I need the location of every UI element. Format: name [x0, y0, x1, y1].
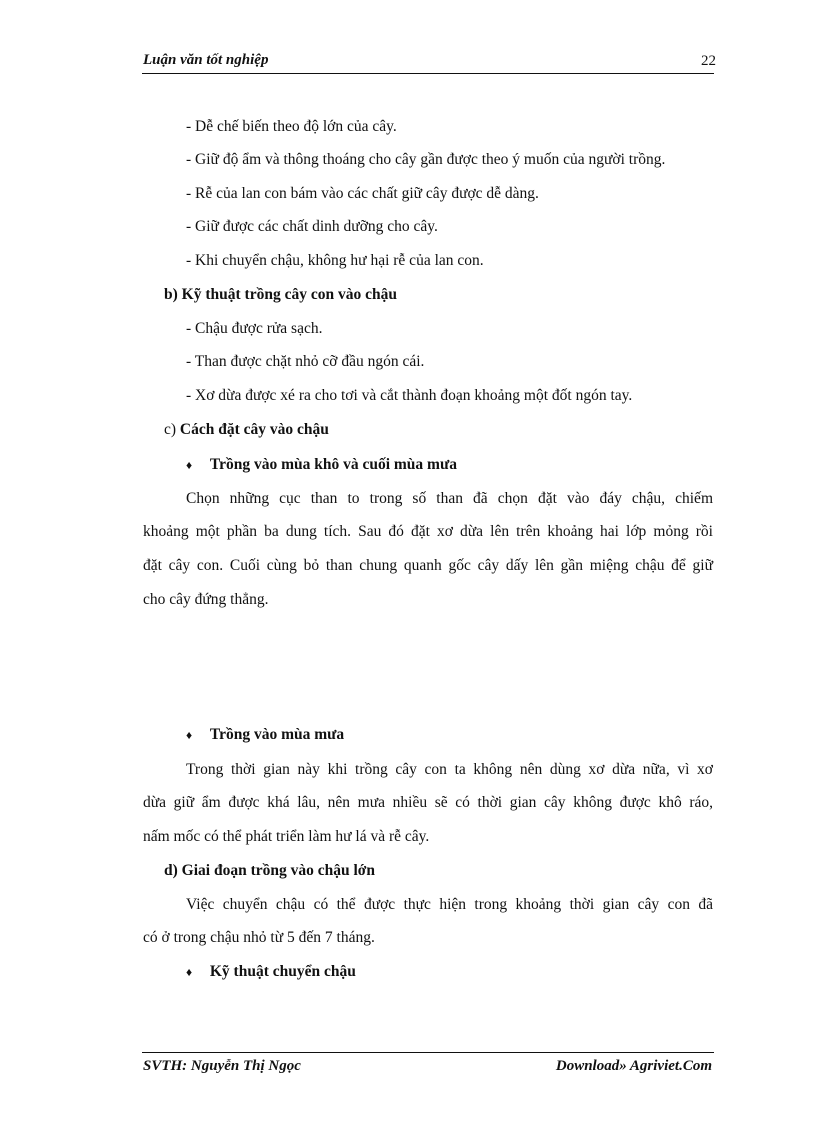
paragraph-line: Chọn những cục than to trong số than đã chọn đặt vào đáy chậu, chiếm: [186, 490, 713, 507]
section-b-heading: b) Kỹ thuật trồng cây con vào chậu: [164, 286, 397, 303]
section-c-prefix: c): [164, 421, 180, 438]
page-number: 22: [701, 53, 716, 69]
section-c-title: Cách đặt cây vào chậu: [179, 421, 329, 438]
bullet-heading: [186, 963, 356, 981]
paragraph-line: có ở trong chậu nhỏ từ 5 đến 7 tháng.: [143, 929, 375, 946]
list-item: - Giữ độ ẩm và thông thoáng cho cây gần được theo ý muốn của người trồng.: [186, 151, 666, 168]
paragraph-line: đặt cây con. Cuối cùng bỏ than chung quanh gốc cây dấy lên gần miệng chậu để giữ: [143, 557, 713, 574]
paragraph-line: dừa giữ ẩm được khá lâu, nên mưa nhiều sẽ có thời gian cây không được khô ráo,: [143, 794, 713, 811]
bullet-label: Trồng vào mùa khô và cuối mùa mưa: [209, 456, 458, 473]
footer-divider: [142, 1052, 714, 1053]
diamond-bullet-icon: ♦: [186, 965, 193, 979]
paragraph-line: Trong thời gian này khi trồng cây con ta không nên dùng xơ dừa nữa, vì xơ: [186, 761, 713, 778]
footer-author: SVTH: Nguyễn Thị Ngọc: [143, 1058, 301, 1074]
list-item: - Rễ của lan con bám vào các chất giữ cây được dễ dàng.: [186, 185, 539, 202]
bullet-heading: [186, 726, 344, 744]
footer-source: Download» Agriviet.Com: [555, 1058, 712, 1074]
list-item: - Than được chặt nhỏ cỡ đầu ngón cái.: [186, 353, 425, 370]
list-item: - Dễ chế biến theo độ lớn của cây.: [186, 118, 397, 135]
section-d-heading: d) Giai đoạn trồng vào chậu lớn: [164, 862, 375, 879]
header-title: Luận văn tốt nghiệp: [143, 52, 269, 68]
bullet-heading: [186, 456, 457, 474]
paragraph-line: Việc chuyển chậu có thể được thực hiện trong khoảng thời gian cây con đã: [186, 896, 713, 913]
list-item: - Chậu được rửa sạch.: [186, 320, 323, 337]
paragraph-line: khoảng một phần ba dung tích. Sau đó đặt xơ dừa lên trên khoảng hai lớp mỏng rồi: [143, 523, 713, 540]
diamond-bullet-icon: ♦: [186, 458, 193, 472]
paragraph-line: nấm mốc có thể phát triển làm hư lá và rễ cây.: [143, 828, 430, 845]
list-item: - Giữ được các chất dinh dưỡng cho cây.: [186, 218, 438, 235]
diamond-bullet-icon: ♦: [186, 728, 193, 742]
header-divider: [142, 73, 714, 74]
bullet-label: Kỹ thuật chuyển chậu: [209, 963, 356, 980]
bullet-label: Trồng vào mùa mưa: [209, 726, 345, 743]
section-c-heading: [164, 421, 329, 439]
list-item: - Xơ dừa được xé ra cho tơi và cắt thành đoạn khoảng một đốt ngón tay.: [186, 387, 633, 404]
list-item: - Khi chuyển chậu, không hư hại rễ của lan con.: [186, 252, 484, 269]
paragraph-line: cho cây đứng thẳng.: [143, 591, 269, 608]
